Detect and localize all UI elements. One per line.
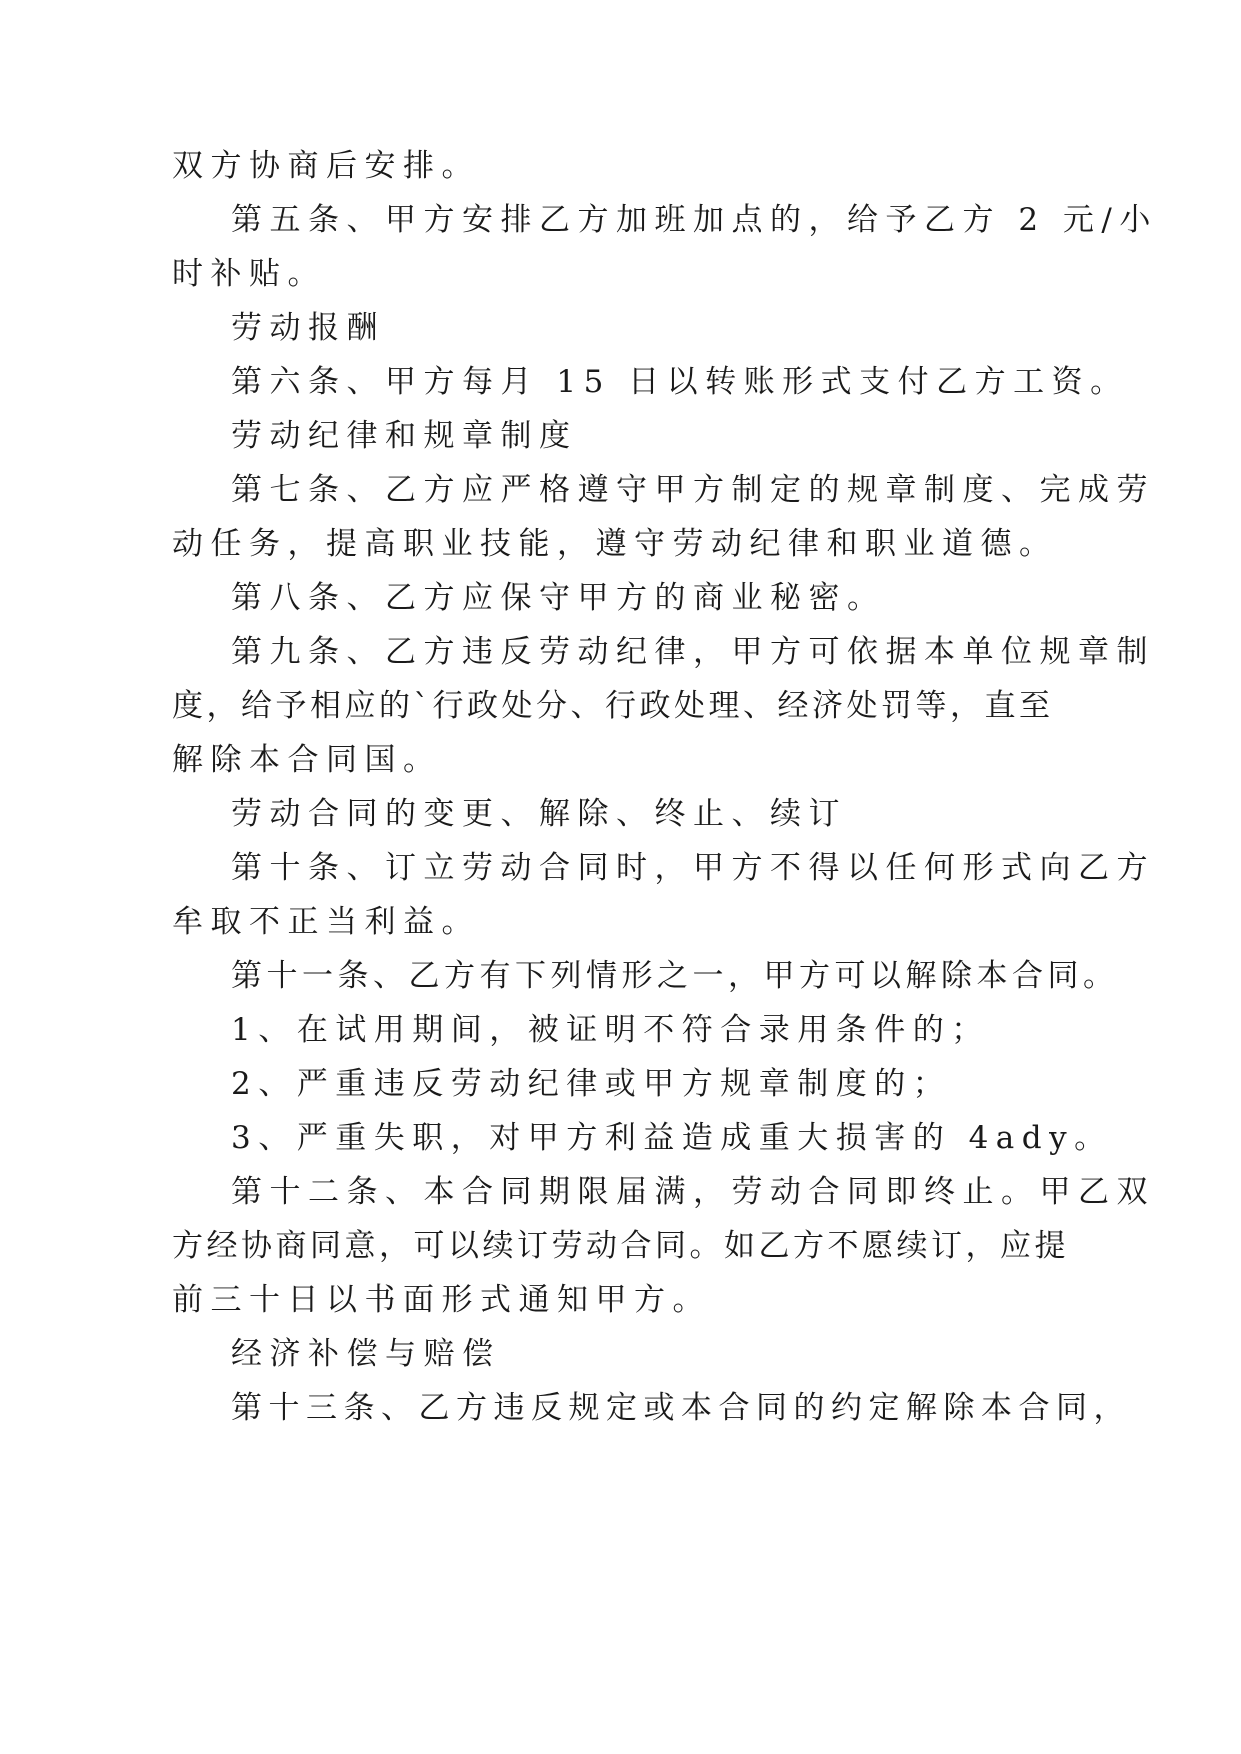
text-line: 牟取不正当利益。 <box>172 904 480 940</box>
section-heading: 劳动报酬 <box>231 310 385 346</box>
section-heading: 经济补偿与赔偿 <box>231 1336 501 1372</box>
text-line: 第十条、订立劳动合同时，甲方不得以任何形式向乙方 <box>231 850 1155 886</box>
text-line: 第七条、乙方应严格遵守甲方制定的规章制度、完成劳 <box>231 472 1155 508</box>
list-item: 3、严重失职，对甲方利益造成重大损害的 4ady。 <box>231 1120 1113 1156</box>
section-heading: 劳动合同的变更、解除、终止、续订 <box>231 796 847 832</box>
text-line: 方经协商同意，可以续订劳动合同。如乙方不愿续订，应提 <box>172 1228 1069 1264</box>
text-line: 度，给予相应的`行政处分、行政处理、经济处罚等，直至 <box>172 688 1054 724</box>
text-line: 第九条、乙方违反劳动纪律，甲方可依据本单位规章制 <box>231 634 1155 670</box>
list-item: 1、在试用期间，被证明不符合录用条件的； <box>231 1012 990 1048</box>
text-line: 第十三条、乙方违反规定或本合同的约定解除本合同， <box>231 1390 1131 1426</box>
text-line: 解除本合同国。 <box>172 742 442 778</box>
text-line: 双方协商后安排。 <box>172 148 480 184</box>
text-line: 第十一条、乙方有下列情形之一，甲方可以解除本合同。 <box>231 958 1119 994</box>
text-line: 时补贴。 <box>172 256 326 292</box>
text-line: 第八条、乙方应保守甲方的商业秘密。 <box>231 580 886 616</box>
text-line: 第五条、甲方安排乙方加班加点的，给予乙方 2 元/小 <box>231 202 1158 238</box>
text-line: 动任务，提高职业技能，遵守劳动纪律和职业道德。 <box>172 526 1058 562</box>
text-line: 前三十日以书面形式通知甲方。 <box>172 1282 711 1318</box>
text-line: 第六条、甲方每月 15 日以转账形式支付乙方工资。 <box>231 364 1129 400</box>
list-item: 2、严重违反劳动纪律或甲方规章制度的； <box>231 1066 952 1102</box>
text-line: 第十二条、本合同期限届满，劳动合同即终止。甲乙双 <box>231 1174 1155 1210</box>
section-heading: 劳动纪律和规章制度 <box>231 418 578 454</box>
